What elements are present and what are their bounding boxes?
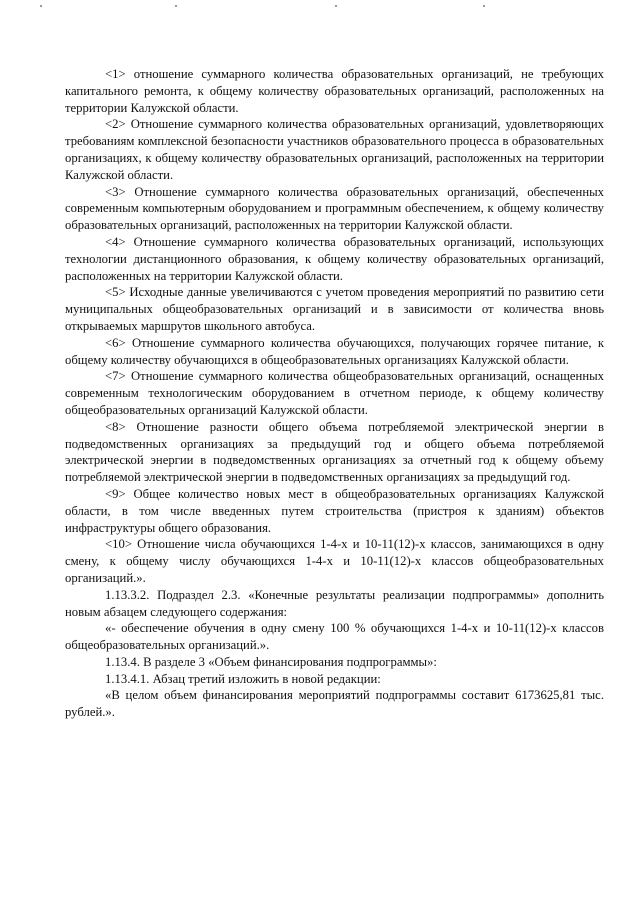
footnote-6: <6> Отношение суммарного количества обучающихся, получающих горячее питание, к общему количеству обучающихся в общеобразовательных организациях Калужской области.	[65, 335, 604, 367]
footnote-10: <10> Отношение числа обучающихся 1-4-х и 10-11(12)-х классов, занимающихся в одну смену, к общему числу обучающихся 1-4-х и 10-11(12)-х классов общеобразовательных организаций.».	[65, 537, 604, 585]
clause-1-13-4: 1.13.4. В разделе 3 «Объем финансирования подпрограммы»:	[105, 654, 437, 669]
scan-mark	[335, 5, 337, 7]
footnote-5: <5> Исходные данные увеличиваются с учетом проведения мероприятий по развитию сети муниципальных общеобразовательных организаций и в зависимости от количества вновь открываемых маршрутов школьного автобуса.	[65, 285, 604, 333]
footnote-9: <9> Общее количество новых мест в общеобразовательных организациях Калужской области, в том числе введенных путем строительства (пристроя к зданиям) объектов инфраструктуры общего образования.	[65, 486, 604, 535]
scan-mark	[40, 5, 42, 7]
footnote-4: <4> Отношение суммарного количества образовательных организаций, использующих технологии дистанционного образования, к общему количеству образовательных организаций, расположенных на территории Калужской области.	[65, 234, 604, 283]
clause-1-13-4-1: 1.13.4.1. Абзац третий изложить в новой редакции:	[105, 671, 381, 686]
footnote-3: <3> Отношение суммарного количества образовательных организаций, обеспеченных современным компьютерным оборудованием и программным обеспечением, к общему количеству образовательных организаций, расположенных на территории Калужской области.	[65, 184, 604, 233]
footnote-1: <1> отношение суммарного количества образовательных организаций, не требующих капитального ремонта, к общему количеству образовательных организаций, расположенных на территории Калужской области.	[65, 67, 604, 115]
scan-mark	[175, 5, 177, 7]
footnote-7: <7> Отношение суммарного количества общеобразовательных организаций, оснащенных современным технологическим оборудованием в отчетном периоде, к общему количеству общеобразовательных организаций Калужской области.	[65, 369, 604, 417]
footnote-2: <2> Отношение суммарного количества образовательных организаций, удовлетворяющих требованиям комплексной безопасности участников образовательного процесса в образовательных организациях, к общему количеству образовательных организаций, расположенных на территории Калужской области.	[65, 117, 604, 182]
scan-mark	[483, 5, 485, 7]
scan-marks	[0, 5, 640, 11]
footnote-8: <8> Отношение разности общего объема потребляемой электрической энергии в подведомственных организациях за предыдущий год и общего объема потребляемой электрической энергии в подведомственных организациях за отчетный год к общему объему потребляемой электрической энергии в подведомственных организациях за предыдущий год.	[65, 419, 604, 485]
document-page	[65, 66, 604, 721]
new-paragraph-text: «- обеспечение обучения в одну смену 100 % обучающихся 1-4-х и 10-11(12)-х классов общеобразовательных организаций.».	[65, 621, 604, 653]
financing-paragraph: «В целом объем финансирования мероприятий подпрограммы составит 6173625,81 тыс. рублей.».	[65, 688, 604, 720]
clause-1-13-3-2: 1.13.3.2. Подраздел 2.3. «Конечные результаты реализации подпрограммы» дополнить новым абзацем следующего содержания:	[65, 587, 604, 619]
